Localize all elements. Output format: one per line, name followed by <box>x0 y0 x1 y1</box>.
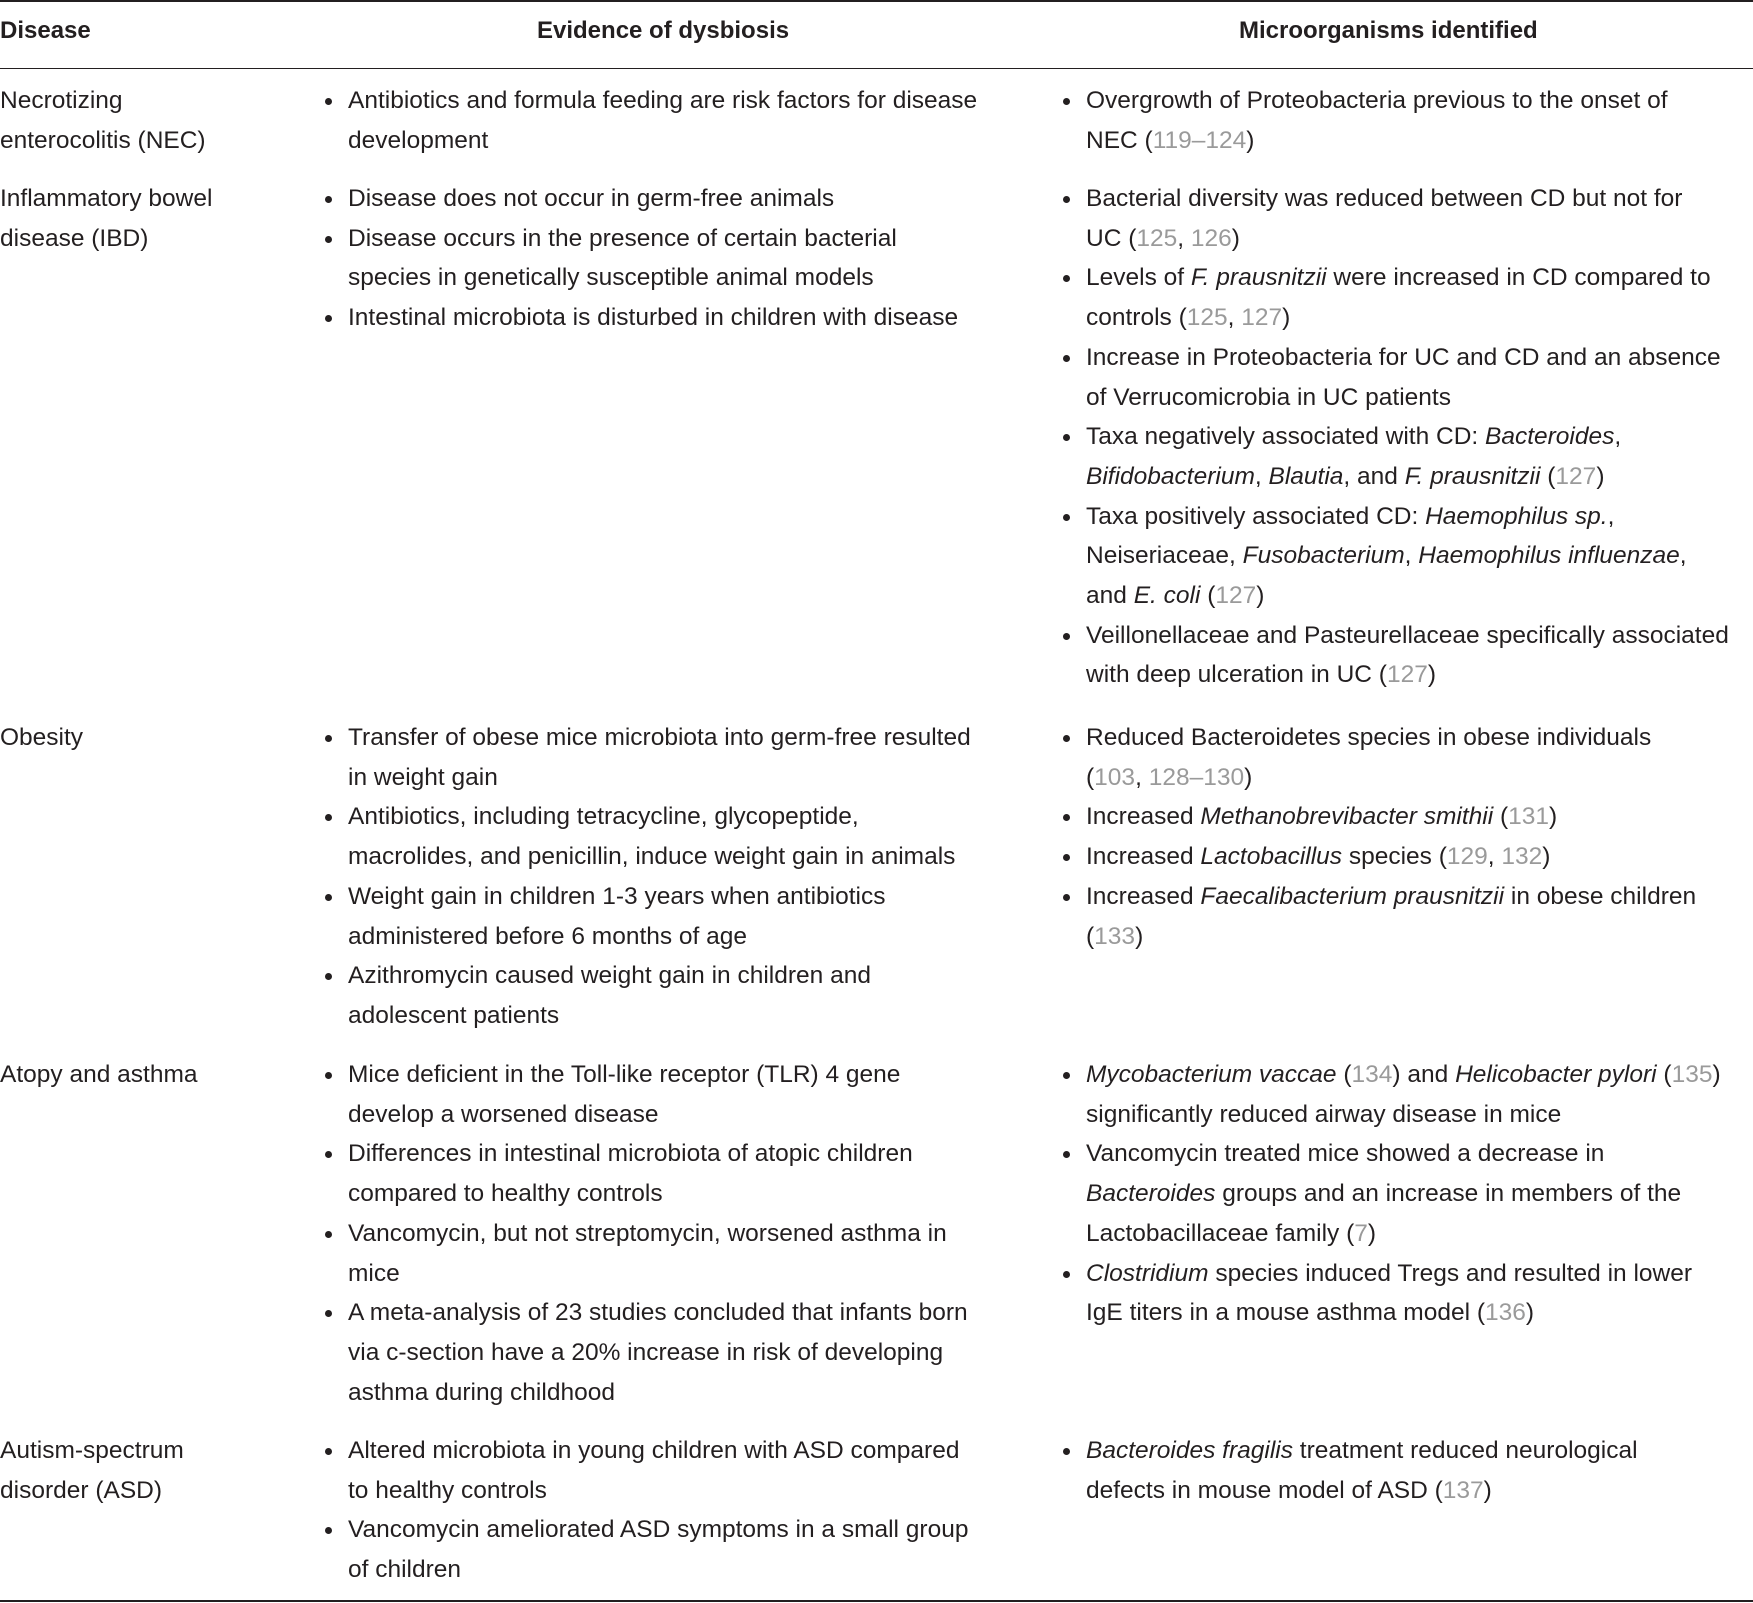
taxon-name: Blautia <box>1268 462 1344 490</box>
text-segment: NEC ( <box>1086 126 1153 154</box>
evidence-line: development <box>348 126 489 154</box>
microorganisms-list <box>1060 718 1753 956</box>
taxon-name: Methanobrevibacter smithii <box>1200 803 1494 831</box>
header-evidence: Evidence of dysbiosis <box>537 17 790 44</box>
bullet-icon <box>325 1072 332 1079</box>
reference-number: 127 <box>1215 582 1257 610</box>
text-segment: ) and <box>1392 1061 1456 1088</box>
evidence-item <box>322 1055 1027 1134</box>
microorganism-line <box>1086 298 1753 338</box>
disease-line: Atopy and asthma <box>0 1061 198 1088</box>
taxon-name: Bacteroides fragilis <box>1086 1437 1293 1464</box>
evidence-item <box>322 1214 1027 1293</box>
evidence-line: via c-section have a 20% increase in risk of developing <box>348 1338 944 1366</box>
text-segment: , <box>1135 763 1149 791</box>
microorganism-item <box>1060 718 1753 797</box>
reference-number: 126 <box>1190 224 1232 252</box>
microorganism-line <box>1086 121 1753 161</box>
evidence-line: asthma during childhood <box>348 1378 615 1406</box>
text-segment: ) <box>1244 763 1253 791</box>
microorganism-line <box>1086 536 1753 576</box>
disease-line: disease (IBD) <box>0 224 149 252</box>
reference-number: 103 <box>1094 763 1136 791</box>
microorganism-line <box>1086 576 1753 616</box>
microorganism-line <box>1086 258 1753 298</box>
disease-cell <box>0 718 300 758</box>
evidence-line: Transfer of obese mice microbiota into germ-free resulted <box>348 724 971 751</box>
evidence-item <box>322 179 1027 219</box>
bullet-icon <box>325 1527 332 1534</box>
reference-number: 129 <box>1446 843 1488 871</box>
evidence-line: of children <box>348 1556 462 1584</box>
bullet-icon <box>325 98 332 105</box>
table-top-rule <box>0 0 1753 2</box>
text-segment: defects in mouse model of ASD ( <box>1086 1476 1443 1504</box>
bullet-icon <box>1063 1448 1070 1455</box>
reference-number: 131 <box>1508 803 1550 831</box>
evidence-line: species in genetically susceptible animal models <box>348 264 874 292</box>
evidence-cell <box>322 1431 1027 1590</box>
text-segment: ( <box>1540 462 1556 490</box>
text-segment: Levels of <box>1086 264 1191 292</box>
evidence-line: Vancomycin, but not streptomycin, worsened asthma in <box>348 1219 947 1247</box>
microorganism-line <box>1086 457 1753 497</box>
text-segment: ( <box>1656 1061 1672 1088</box>
evidence-item <box>322 1431 1027 1510</box>
microorganism-line <box>1086 179 1753 219</box>
reference-number: 127 <box>1241 304 1283 332</box>
reference-number: 119–124 <box>1152 126 1247 154</box>
text-segment: , <box>1177 224 1191 252</box>
taxon-name: Faecalibacterium prausnitzii <box>1200 882 1505 910</box>
text-segment: were increased in CD compared to <box>1326 264 1711 292</box>
text-segment: , <box>1404 542 1419 570</box>
evidence-line: Differences in intestinal microbiota of atopic children <box>348 1140 913 1168</box>
microorganism-item <box>1060 1055 1753 1134</box>
evidence-line: A meta-analysis of 23 studies concluded that infants born <box>348 1299 968 1327</box>
text-segment: ( <box>1336 1061 1352 1088</box>
text-segment: species induced Tregs and resulted in lower <box>1208 1259 1692 1287</box>
bullet-icon <box>1063 98 1070 105</box>
evidence-line: to healthy controls <box>348 1476 547 1504</box>
text-segment: Taxa positively associated CD: <box>1086 502 1426 530</box>
microorganism-item <box>1060 1431 1753 1510</box>
text-segment: ( <box>1086 922 1095 950</box>
evidence-item <box>322 1293 1027 1412</box>
evidence-line: Azithromycin caused weight gain in children and <box>348 962 871 990</box>
microorganisms-cell <box>1060 81 1753 160</box>
bullet-icon <box>1063 894 1070 901</box>
evidence-item <box>322 81 1027 160</box>
reference-number: 127 <box>1555 462 1597 490</box>
microorganism-line <box>1086 877 1753 917</box>
taxon-name: Lactobacillus <box>1200 843 1343 871</box>
bullet-icon <box>325 1448 332 1455</box>
header-rule <box>0 68 1753 69</box>
bullet-icon <box>1063 514 1070 521</box>
microorganism-line <box>1086 219 1753 259</box>
microorganisms-cell <box>1060 1431 1753 1510</box>
text-segment: ) <box>1427 661 1437 689</box>
taxon-name: Haemophilus influenzae <box>1418 542 1680 570</box>
text-segment: , <box>1614 423 1622 451</box>
text-segment: Increased <box>1086 882 1201 910</box>
text-segment: , <box>1254 462 1269 490</box>
text-segment: significantly reduced airway disease in mice <box>1086 1100 1562 1128</box>
evidence-line: macrolides, and penicillin, induce weight gain in animals <box>348 843 956 871</box>
text-segment: ) <box>1712 1061 1721 1088</box>
text-segment: controls ( <box>1086 304 1187 332</box>
evidence-line: compared to healthy controls <box>348 1180 663 1208</box>
microorganisms-list <box>1060 1055 1753 1333</box>
bullet-icon <box>325 894 332 901</box>
microorganism-line <box>1086 1293 1753 1333</box>
bullet-icon <box>1063 1072 1070 1079</box>
reference-number: 125 <box>1186 304 1228 332</box>
bullet-icon <box>1063 275 1070 282</box>
evidence-line: adolescent patients <box>348 1001 560 1029</box>
microorganism-line <box>1086 378 1753 418</box>
text-segment: ) <box>1256 582 1265 610</box>
bullet-icon <box>1063 434 1070 441</box>
text-segment: Overgrowth of Proteobacteria previous to the onset of <box>1086 87 1668 114</box>
microorganism-item <box>1060 258 1753 337</box>
bullet-icon <box>325 814 332 821</box>
bullet-icon <box>325 1231 332 1238</box>
text-segment: and <box>1086 582 1134 610</box>
microorganism-item <box>1060 417 1753 496</box>
text-segment: ) <box>1367 1219 1377 1247</box>
microorganism-line <box>1086 758 1753 798</box>
bullet-icon <box>1063 814 1070 821</box>
bullet-icon <box>325 315 332 322</box>
microorganism-line <box>1086 1254 1753 1294</box>
text-segment: ) <box>1549 803 1558 831</box>
reference-number: 7 <box>1354 1219 1368 1247</box>
header-microorganisms: Microorganisms identified <box>1239 17 1538 44</box>
text-segment: ) <box>1135 922 1144 950</box>
text-segment: ( <box>1200 582 1216 610</box>
taxon-name: Haemophilus sp. <box>1425 502 1608 530</box>
microorganism-line <box>1086 81 1753 121</box>
disease-line: Obesity <box>0 724 84 751</box>
microorganism-line <box>1086 1214 1753 1254</box>
evidence-cell <box>322 718 1027 1036</box>
text-segment: ) <box>1596 462 1605 490</box>
text-segment: IgE titers in a mouse asthma model ( <box>1086 1299 1485 1327</box>
bullet-icon <box>1063 854 1070 861</box>
text-segment: Increased <box>1086 843 1201 871</box>
text-segment: ) <box>1246 126 1255 154</box>
evidence-item <box>322 718 1027 797</box>
reference-number: 135 <box>1671 1061 1713 1088</box>
microorganisms-list <box>1060 1431 1753 1510</box>
evidence-line: Antibiotics, including tetracycline, glycopeptide, <box>348 803 859 831</box>
microorganism-line <box>1086 417 1753 457</box>
microorganisms-cell <box>1060 1055 1753 1333</box>
evidence-line: administered before 6 months of age <box>348 922 748 950</box>
evidence-list <box>322 81 1027 160</box>
microorganisms-list <box>1060 81 1753 160</box>
reference-number: 133 <box>1094 922 1136 950</box>
reference-number: 125 <box>1136 224 1178 252</box>
microorganism-line <box>1086 616 1753 656</box>
microorganism-line <box>1086 1095 1753 1135</box>
evidence-list <box>322 179 1027 338</box>
evidence-item <box>322 1510 1027 1589</box>
text-segment: ) <box>1282 304 1291 332</box>
table-bottom-rule <box>0 1600 1753 1602</box>
disease-cell <box>0 81 300 160</box>
text-segment: Bacterial diversity was reduced between CD but not for <box>1086 185 1683 212</box>
text-segment: ) <box>1231 224 1240 252</box>
taxon-name: Helicobacter pylori <box>1455 1061 1657 1088</box>
taxon-name: Bacteroides <box>1485 423 1615 451</box>
taxon-name: Bacteroides <box>1086 1180 1216 1208</box>
reference-number: 137 <box>1442 1476 1484 1504</box>
microorganism-line <box>1086 917 1753 957</box>
evidence-line: Intestinal microbiota is disturbed in children with disease <box>348 304 959 332</box>
bullet-icon <box>325 1310 332 1317</box>
evidence-line: Disease occurs in the presence of certain bacterial <box>348 224 897 252</box>
text-segment: ( <box>1493 803 1509 831</box>
evidence-item <box>322 219 1027 298</box>
text-segment: Lactobacillaceae family ( <box>1086 1219 1355 1247</box>
bullet-icon <box>325 1151 332 1158</box>
microorganism-line <box>1086 1471 1753 1511</box>
microorganism-line <box>1086 1134 1753 1174</box>
taxon-name: Mycobacterium vaccae <box>1086 1061 1337 1088</box>
evidence-item <box>322 298 1027 338</box>
bullet-icon <box>325 236 332 243</box>
microorganism-item <box>1060 797 1753 837</box>
microorganism-line <box>1086 1055 1753 1095</box>
evidence-item <box>322 797 1027 876</box>
evidence-item <box>322 877 1027 956</box>
text-segment: treatment reduced neurological <box>1292 1437 1638 1464</box>
microorganisms-cell <box>1060 718 1753 956</box>
reference-number: 136 <box>1484 1299 1526 1327</box>
microorganism-line <box>1086 338 1753 378</box>
text-segment: UC ( <box>1086 224 1137 252</box>
disease-line: enterocolitis (NEC) <box>0 126 206 154</box>
evidence-list <box>322 1055 1027 1412</box>
evidence-line: Vancomycin ameliorated ASD symptoms in a small group <box>348 1516 969 1544</box>
text-segment: , <box>1487 843 1502 871</box>
microorganism-line <box>1086 797 1753 837</box>
evidence-line: Mice deficient in the Toll-like receptor (TLR) 4 gene <box>348 1061 901 1088</box>
text-segment: Neiseriaceae, <box>1086 542 1243 570</box>
reference-number: 128–130 <box>1148 763 1245 791</box>
microorganism-item <box>1060 1134 1753 1253</box>
bullet-icon <box>325 196 332 203</box>
microorganism-line <box>1086 837 1753 877</box>
text-segment: Increased <box>1086 803 1201 831</box>
bullet-icon <box>1063 735 1070 742</box>
evidence-cell <box>322 179 1027 338</box>
text-segment: in obese children <box>1504 882 1697 910</box>
evidence-line: Weight gain in children 1-3 years when antibiotics <box>348 882 886 910</box>
taxon-name: Clostridium <box>1086 1259 1209 1287</box>
microorganisms-list <box>1060 179 1753 695</box>
text-segment: ) <box>1542 843 1551 871</box>
microorganism-item <box>1060 179 1753 258</box>
evidence-list <box>322 718 1027 1036</box>
text-segment: ) <box>1525 1299 1535 1327</box>
disease-cell <box>0 1055 300 1095</box>
microorganism-line <box>1086 718 1753 758</box>
text-segment: , and <box>1343 462 1405 490</box>
evidence-line: mice <box>348 1259 400 1287</box>
microorganism-line <box>1086 1174 1753 1214</box>
text-segment: , <box>1227 304 1242 332</box>
reference-number: 134 <box>1351 1061 1393 1088</box>
microorganism-line <box>1086 655 1753 695</box>
evidence-line: Disease does not occur in germ-free animals <box>348 185 835 212</box>
reference-number: 132 <box>1501 843 1543 871</box>
evidence-line: in weight gain <box>348 763 498 791</box>
disease-line: Autism-spectrum <box>0 1437 184 1464</box>
taxon-name: Bifidobacterium <box>1086 462 1255 490</box>
disease-cell <box>0 179 300 258</box>
microorganism-item <box>1060 837 1753 877</box>
microorganism-item <box>1060 1254 1753 1333</box>
text-segment: Reduced Bacteroidetes species in obese individuals <box>1086 724 1652 751</box>
reference-number: 127 <box>1386 661 1428 689</box>
evidence-item <box>322 956 1027 1035</box>
taxon-name: Fusobacterium <box>1242 542 1405 570</box>
text-segment: Vancomycin treated mice showed a decrease in <box>1086 1140 1605 1168</box>
microorganism-item <box>1060 338 1753 417</box>
bullet-icon <box>325 735 332 742</box>
text-segment: ( <box>1086 763 1095 791</box>
evidence-item <box>322 1134 1027 1213</box>
evidence-list <box>322 1431 1027 1590</box>
bullet-icon <box>1063 1151 1070 1158</box>
taxon-name: E. coli <box>1133 582 1201 610</box>
evidence-line: Altered microbiota in young children with ASD compared <box>348 1437 960 1464</box>
text-segment: , <box>1679 542 1687 570</box>
text-segment: ) <box>1483 1476 1492 1504</box>
text-segment: Increase in Proteobacteria for UC and CD and an absence <box>1086 343 1721 371</box>
evidence-cell <box>322 81 1027 160</box>
text-segment: groups and an increase in members of the <box>1215 1180 1682 1208</box>
microorganism-item <box>1060 877 1753 956</box>
header-disease: Disease <box>0 17 91 44</box>
evidence-line: develop a worsened disease <box>348 1100 659 1128</box>
taxon-name: F. prausnitzii <box>1404 462 1541 490</box>
bullet-icon <box>1063 196 1070 203</box>
microorganism-line <box>1086 1431 1753 1471</box>
text-segment: , <box>1607 502 1615 530</box>
bullet-icon <box>1063 355 1070 362</box>
text-segment: species ( <box>1342 843 1447 871</box>
disease-line: disorder (ASD) <box>0 1476 163 1504</box>
microorganisms-cell <box>1060 179 1753 695</box>
microorganism-item <box>1060 497 1753 616</box>
bullet-icon <box>325 973 332 980</box>
microorganism-item <box>1060 81 1753 160</box>
disease-line: Inflammatory bowel <box>0 185 213 212</box>
microorganism-line <box>1086 497 1753 537</box>
taxon-name: F. prausnitzii <box>1190 264 1327 292</box>
bullet-icon <box>1063 1271 1070 1278</box>
evidence-line: Antibiotics and formula feeding are risk factors for disease <box>348 87 978 114</box>
disease-line: Necrotizing <box>0 87 123 114</box>
text-segment: with deep ulceration in UC ( <box>1086 661 1387 689</box>
text-segment: of Verrucomicrobia in UC patients <box>1086 383 1451 411</box>
bullet-icon <box>1063 633 1070 640</box>
disease-cell <box>0 1431 300 1510</box>
text-segment: Veillonellaceae and Pasteurellaceae specifically associated <box>1086 621 1729 649</box>
microorganism-item <box>1060 616 1753 695</box>
evidence-cell <box>322 1055 1027 1412</box>
text-segment: Taxa negatively associated with CD: <box>1086 423 1485 451</box>
